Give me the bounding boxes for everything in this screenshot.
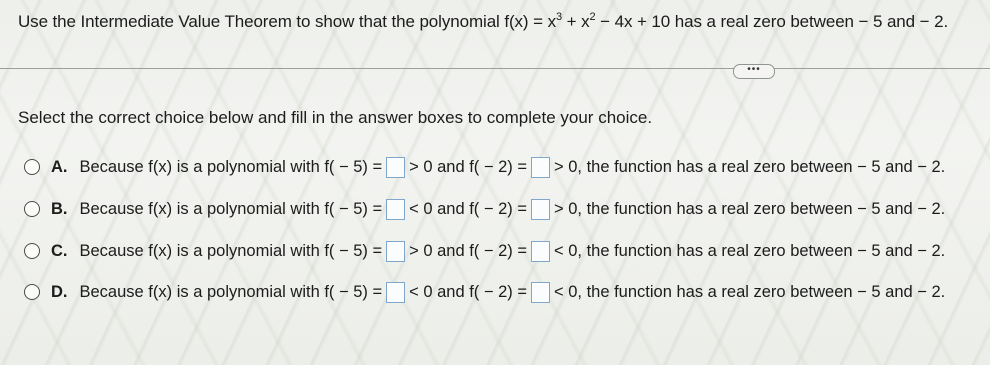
question-text <box>18 11 948 32</box>
answer-box-f-neg2[interactable] <box>531 241 550 262</box>
choice-text-part2: > 0 and f( − 2) = <box>409 241 527 260</box>
choice-text-part3: < 0, the function has a real zero between − 5 and − 2. <box>554 241 946 260</box>
answer-box-f-neg2[interactable] <box>531 157 550 178</box>
choice-text-part1: Because f(x) is a polynomial with f( − 5) = <box>79 157 383 176</box>
radio-button-b[interactable] <box>24 201 40 217</box>
choice-text-part3: > 0, the function has a real zero between − 5 and − 2. <box>554 199 946 218</box>
radio-button-c[interactable] <box>24 243 40 259</box>
choice-letter: A. <box>51 157 68 176</box>
instruction-text: Select the correct choice below and fill in the answer boxes to complete your choice. <box>18 108 653 127</box>
choice-text-part1: Because f(x) is a polynomial with f( − 5) = <box>79 199 383 218</box>
choice-d[interactable] <box>24 281 945 303</box>
answer-box-f-neg5[interactable] <box>386 157 405 178</box>
choice-text-part3: > 0, the function has a real zero between − 5 and − 2. <box>554 157 946 176</box>
radio-button-d[interactable] <box>24 284 40 300</box>
exponent-3: 3 <box>555 11 562 23</box>
answer-box-f-neg2[interactable] <box>531 199 550 220</box>
choice-letter: B. <box>51 199 68 218</box>
answer-box-f-neg2[interactable] <box>531 282 550 303</box>
question-prefix: Use the Intermediate Value Theorem to show that the polynomial f(x) = x <box>18 12 556 31</box>
choice-b[interactable] <box>24 198 945 220</box>
answer-box-f-neg5[interactable] <box>386 199 405 220</box>
choice-text-part2: < 0 and f( − 2) = <box>409 282 527 301</box>
choice-letter: C. <box>51 241 68 260</box>
choice-text-part3: < 0, the function has a real zero between − 5 and − 2. <box>554 282 946 301</box>
exponent-2: 2 <box>589 11 596 23</box>
question-suffix: − 4x + 10 has a real zero between − 5 and − 2. <box>595 12 949 31</box>
more-options-button[interactable]: ••• <box>733 64 775 79</box>
choice-a[interactable] <box>24 156 945 178</box>
choice-text-part1: Because f(x) is a polynomial with f( − 5) = <box>79 282 383 301</box>
question-mid: + x <box>562 12 590 31</box>
choice-letter: D. <box>51 282 68 301</box>
answer-box-f-neg5[interactable] <box>386 241 405 262</box>
radio-button-a[interactable] <box>24 159 40 175</box>
section-divider <box>0 68 990 69</box>
answer-box-f-neg5[interactable] <box>386 282 405 303</box>
choice-c[interactable] <box>24 240 945 262</box>
choice-text-part2: < 0 and f( − 2) = <box>409 199 527 218</box>
choice-text-part1: Because f(x) is a polynomial with f( − 5) = <box>79 241 383 260</box>
choice-text-part2: > 0 and f( − 2) = <box>409 157 527 176</box>
